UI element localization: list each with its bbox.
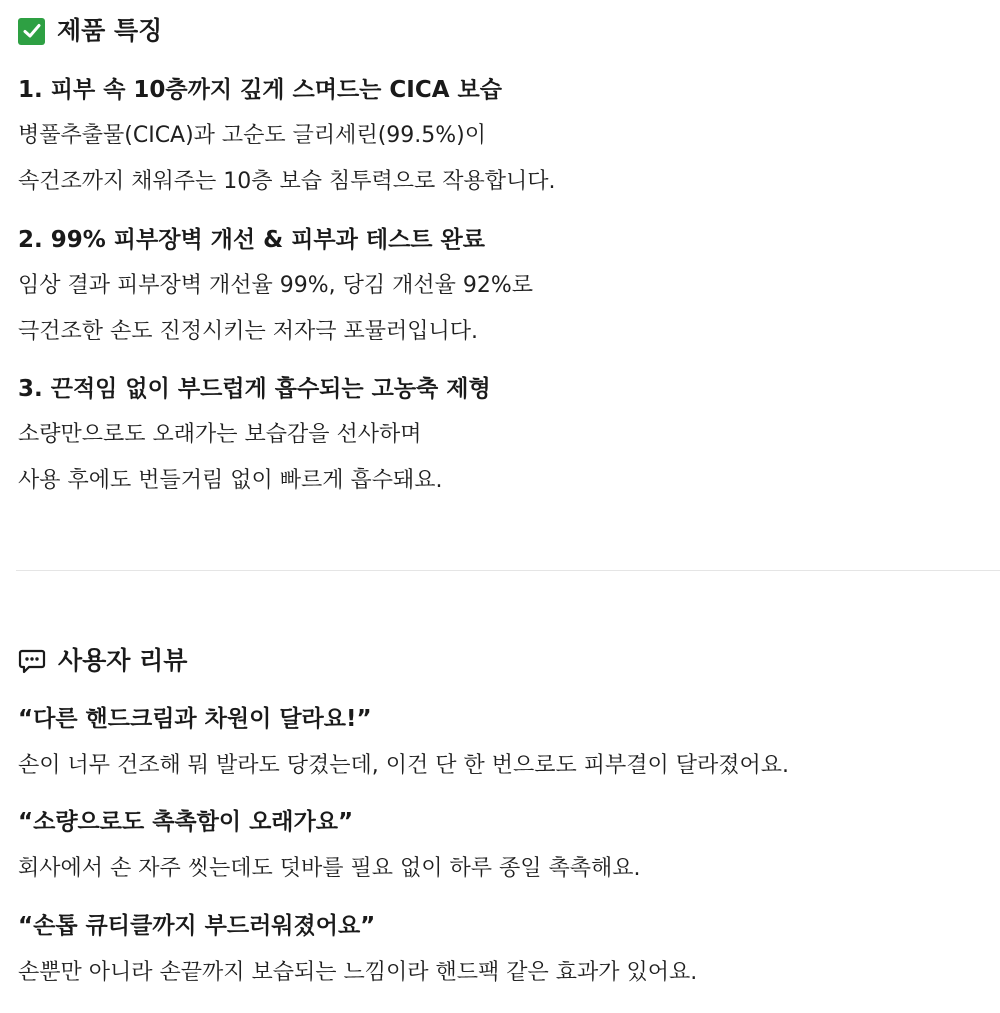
feature-title: 2. 99% 피부장벽 개선 & 피부과 테스트 완료	[18, 227, 485, 253]
review-title: “다른 핸드크림과 차원이 달라요!”	[18, 706, 372, 732]
feature-line: 소량만으로도 오래가는 보습감을 선사하며	[18, 422, 422, 447]
feature-item-3	[18, 374, 1000, 496]
feature-line: 극건조한 손도 진정시키는 저자극 포뮬러입니다.	[18, 319, 479, 344]
review-text: 손이 너무 건조해 뭐 발라도 당겼는데, 이건 단 한 번으로도 피부결이 달라졌어요.	[18, 753, 789, 778]
section-divider	[16, 570, 1000, 571]
review-item-3	[18, 911, 1000, 988]
chat-bubble-icon	[18, 647, 46, 675]
feature-line: 임상 결과 피부장벽 개선율 99%, 당김 개선율 92%로	[18, 273, 534, 298]
review-text: 회사에서 손 자주 씻는데도 덧바를 필요 없이 하루 종일 촉촉해요.	[18, 856, 641, 881]
features-heading-row	[18, 15, 1000, 47]
feature-line: 병풀추출물(CICA)과 고순도 글리세린(99.5%)이	[18, 123, 486, 148]
check-mark-icon	[18, 18, 45, 45]
reviews-heading-row	[18, 645, 1000, 677]
review-item-2	[18, 807, 1000, 884]
reviews-heading-text: 사용자 리뷰	[58, 646, 188, 675]
features-heading-text: 제품 특징	[57, 16, 163, 45]
features-heading	[18, 15, 1000, 47]
feature-line: 사용 후에도 번들거림 없이 빠르게 흡수돼요.	[18, 468, 443, 493]
feature-title: 3. 끈적임 없이 부드럽게 흡수되는 고농축 제형	[18, 376, 491, 402]
review-item-1	[18, 704, 1000, 781]
review-text: 손뿐만 아니라 손끝까지 보습되는 느낌이라 핸드팩 같은 효과가 있어요.	[18, 960, 698, 985]
review-title: “손톱 큐티클까지 부드러워졌어요”	[18, 913, 376, 939]
feature-item-2	[18, 225, 1000, 347]
feature-item-1	[18, 75, 1000, 197]
review-title: “소량으로도 촉촉함이 오래가요”	[18, 809, 354, 835]
reviews-heading	[18, 645, 1000, 677]
feature-line: 속건조까지 채워주는 10층 보습 침투력으로 작용합니다.	[18, 169, 556, 194]
feature-title: 1. 피부 속 10층까지 깊게 스며드는 CICA 보습	[18, 77, 502, 103]
